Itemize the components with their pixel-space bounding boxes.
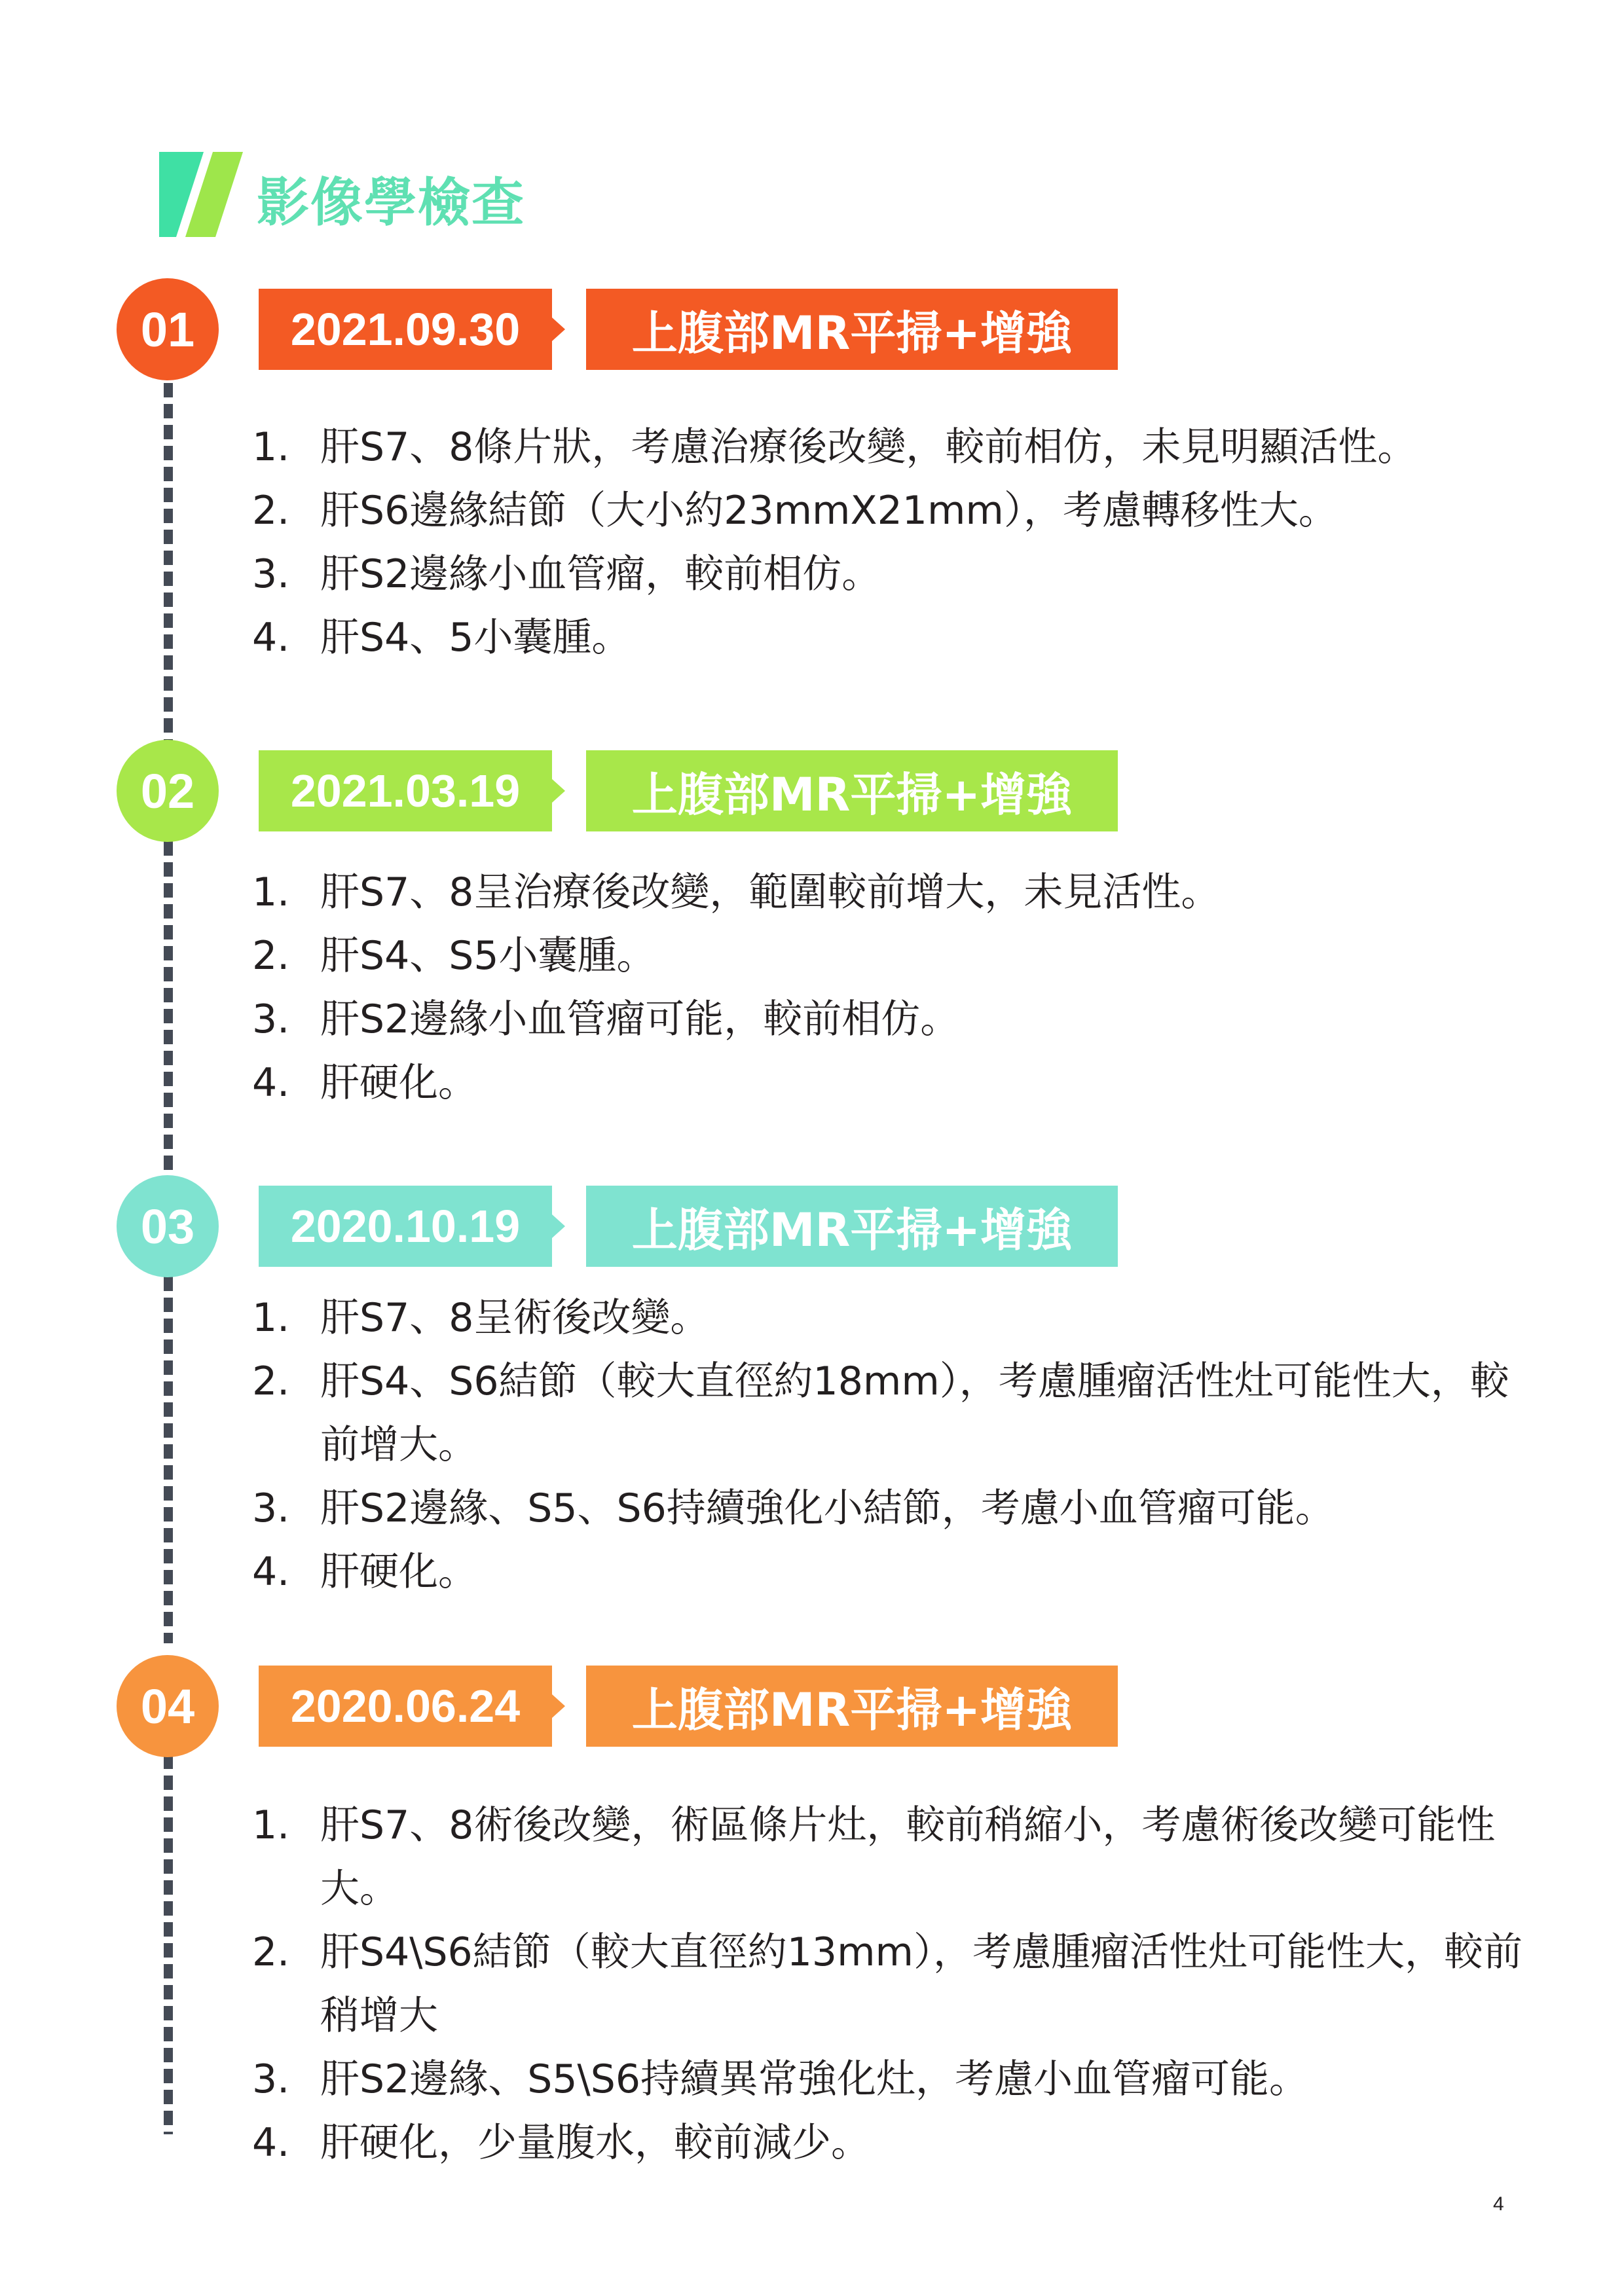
- list-item: [252, 1477, 1536, 1540]
- section-number-badge: 02: [117, 740, 219, 842]
- finding-list: [252, 1794, 1536, 2175]
- item-text: 肝S2邊緣小血管瘤可能，較前相仿。: [320, 996, 960, 1042]
- section-title: 上腹部MR平掃+增強: [586, 750, 1118, 831]
- section-number-badge: 04: [117, 1655, 219, 1757]
- section-title: 上腹部MR平掃+增強: [586, 1666, 1118, 1747]
- section-date: 2020.10.19: [259, 1186, 552, 1267]
- list-item: [252, 1286, 1536, 1350]
- item-number: 1.: [252, 1802, 290, 1848]
- list-item: [252, 1540, 1536, 1604]
- page-number: 4: [1493, 2193, 1504, 2215]
- item-text: 肝硬化。: [320, 1549, 477, 1595]
- item-text: 肝S6邊緣結節（大小約23mmX21mm），考慮轉移性大。: [320, 488, 1338, 534]
- section-header-icon: [159, 152, 243, 237]
- list-item: [252, 861, 1536, 924]
- item-text: 肝S4\S6結節（較大直徑約13mm），考慮腫瘤活性灶可能性大，較前稍增大: [320, 1929, 1522, 2039]
- list-item: [252, 416, 1536, 479]
- list-item: [252, 2111, 1536, 2175]
- item-text: 肝S7、8條片狀，考慮治療後改變，較前相仿，未見明顯活性。: [320, 424, 1417, 470]
- list-item: [252, 479, 1536, 543]
- item-text: 肝S2邊緣、S5、S6持續強化小結節，考慮小血管瘤可能。: [320, 1485, 1335, 1531]
- item-number: 2.: [252, 488, 290, 534]
- timeline-line: [164, 1277, 173, 1643]
- arrow-icon: [552, 318, 565, 341]
- item-number: 2.: [252, 1358, 290, 1404]
- finding-list: [252, 1286, 1536, 1604]
- list-item: [252, 988, 1536, 1051]
- item-number: 2.: [252, 933, 290, 979]
- item-text: 肝S2邊緣小血管瘤，較前相仿。: [320, 551, 881, 597]
- arrow-icon: [552, 1214, 565, 1238]
- timeline-line: [164, 841, 173, 1175]
- item-text: 肝S4、S5小囊腫。: [320, 933, 656, 979]
- list-item: [252, 2048, 1536, 2111]
- timeline-line: [164, 1755, 173, 2134]
- item-text: 肝S7、8呈治療後改變，範圍較前增大，未見活性。: [320, 869, 1221, 915]
- item-text: 肝S7、8術後改變，術區條片灶，較前稍縮小，考慮術後改變可能性大。: [320, 1802, 1496, 1912]
- list-item: [252, 1794, 1536, 1921]
- list-item: [252, 1921, 1536, 2048]
- item-number: 3.: [252, 551, 290, 597]
- section-number-badge: 03: [117, 1175, 219, 1277]
- section-date: 2021.03.19: [259, 750, 552, 831]
- item-text: 肝硬化，少量腹水，較前減少。: [320, 2120, 870, 2166]
- section-date: 2020.06.24: [259, 1666, 552, 1747]
- item-number: 3.: [252, 996, 290, 1042]
- section-title: 上腹部MR平掃+增強: [586, 289, 1118, 370]
- item-number: 4.: [252, 1060, 290, 1106]
- item-number: 1.: [252, 869, 290, 915]
- item-text: 肝S7、8呈術後改變。: [320, 1295, 710, 1341]
- list-item: [252, 1051, 1536, 1115]
- list-item: [252, 1350, 1536, 1477]
- list-item: [252, 606, 1536, 670]
- finding-list: [252, 861, 1536, 1115]
- arrow-icon: [552, 1694, 565, 1718]
- item-number: 1.: [252, 1295, 290, 1341]
- section-title: 上腹部MR平掃+增強: [586, 1186, 1118, 1267]
- arrow-icon: [552, 779, 565, 803]
- page-title: 影像學檢查: [257, 172, 525, 233]
- item-text: 肝S4、S6結節（較大直徑約18mm），考慮腫瘤活性灶可能性大，較前增大。: [320, 1358, 1509, 1468]
- item-number: 4.: [252, 1549, 290, 1595]
- item-text: 肝S2邊緣、S5\S6持續異常強化灶，考慮小血管瘤可能。: [320, 2056, 1308, 2102]
- item-number: 1.: [252, 424, 290, 470]
- item-number: 3.: [252, 2056, 290, 2102]
- item-text: 肝S4、5小囊腫。: [320, 615, 631, 661]
- item-text: 肝硬化。: [320, 1060, 477, 1106]
- item-number: 4.: [252, 2120, 290, 2166]
- item-number: 2.: [252, 1929, 290, 1975]
- section-date: 2021.09.30: [259, 289, 552, 370]
- timeline-line: [164, 383, 173, 750]
- finding-list: [252, 416, 1536, 670]
- item-number: 4.: [252, 615, 290, 661]
- list-item: [252, 924, 1536, 988]
- list-item: [252, 543, 1536, 606]
- item-number: 3.: [252, 1485, 290, 1531]
- section-number-badge: 01: [117, 278, 219, 380]
